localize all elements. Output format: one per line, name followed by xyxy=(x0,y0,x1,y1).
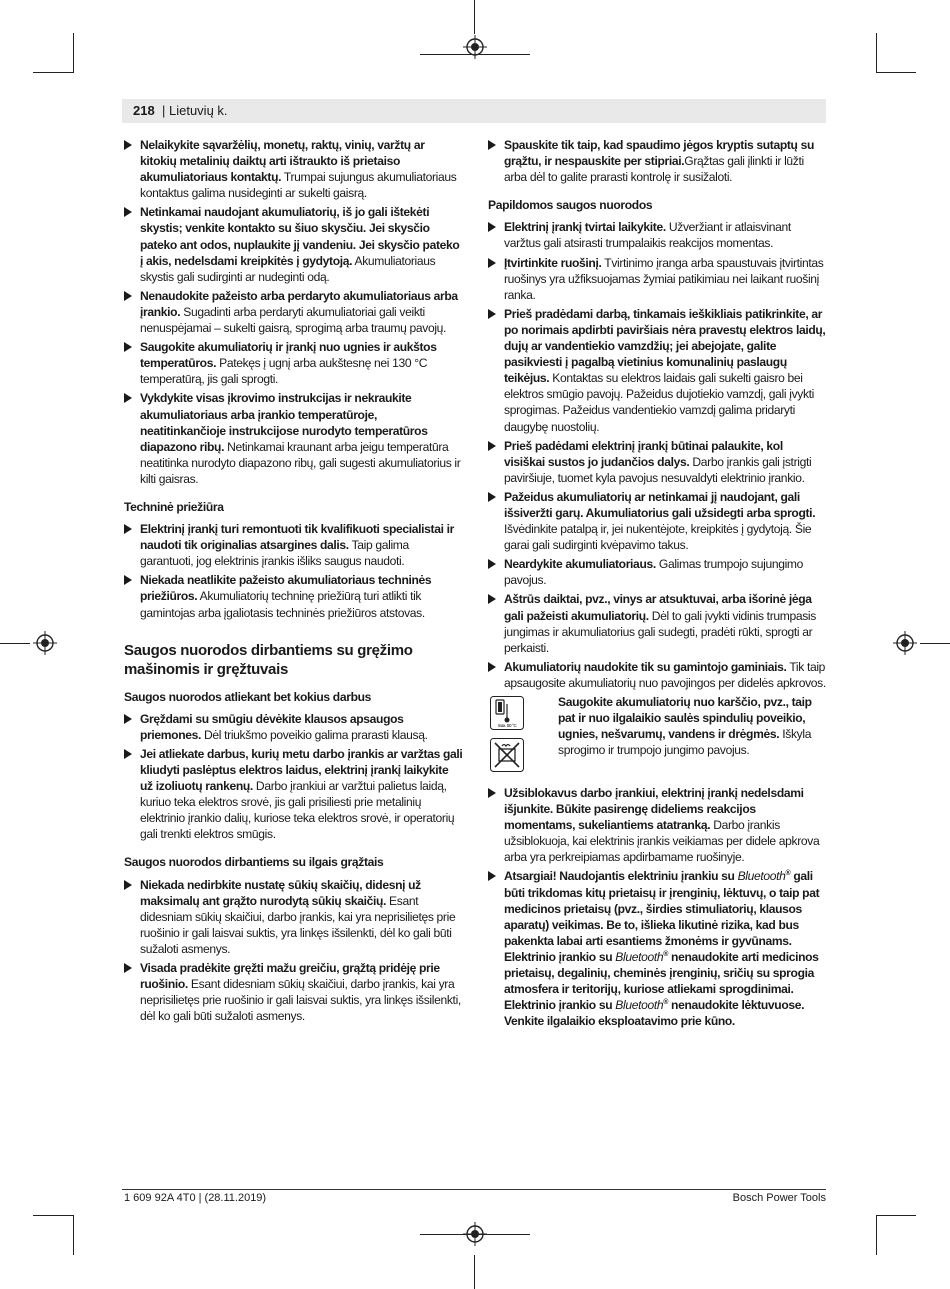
list-item: Neardykite akumuliatoriaus. Galimas trumpojo sujungimo pavojus. xyxy=(488,556,826,588)
max-temperature-icon xyxy=(490,696,524,730)
list-item: Elektrinį įrankį turi remontuoti tik kvalifikuoti specialistai ir naudoti tik originalias atsargines dalis. Taip galima garantuoti, jog elektrinis įrankis išliks saugus naudoti. xyxy=(124,521,464,569)
registration-mark-icon xyxy=(463,35,487,59)
bullet-arrow-icon xyxy=(124,963,132,973)
list-item: Vykdykite visas įkrovimo instrukcijas ir nekraukite akumuliatoriaus arba įrankio temperatūroje, neatitinkančioje instrukcijose nurodyto temperatūros diapazono ribų. Netinkamai kraunant arba jeigu temperatūra neatitinka nurodyto diapazono ribų, gali sugesti akumuliatorius ir kilti gaisras. xyxy=(124,390,464,487)
bullet-arrow-icon xyxy=(488,258,496,268)
brand-footer: Bosch Power Tools xyxy=(732,1192,826,1204)
crop-mark xyxy=(474,0,475,34)
bullet-arrow-icon xyxy=(488,788,496,798)
list-item: Niekada neatlikite pažeisto akumuliatoriaus techninės priežiūros. Akumuliatorių techninę priežiūrą turi atlikti tik gamintojas arba įgaliotasis techninės priežiūros atstovas. xyxy=(124,572,464,620)
bullet-arrow-icon xyxy=(488,662,496,672)
list-item: Gręždami su smūgiu dėvėkite klausos apsaugos priemones. Dėl triukšmo poveikio galima prarasti klausą. xyxy=(124,711,464,743)
bullet-arrow-icon xyxy=(488,871,496,881)
page-number: 218 xyxy=(133,103,155,118)
bullet-arrow-icon xyxy=(124,291,132,301)
bullet-arrow-icon xyxy=(124,342,132,352)
list-item: Prieš pradėdami darbą, tinkamais ieškikliais patikrinkite, ar po norimais apdirbti paviršiais nėra pravestų elektros laidų, dujų ar vandentiekio vamzdžių; jei abejojate, galite pasikviesti į pagalbą vietinius komunalinių paslaugų teikėjus. Kontaktas su elektros laidais gali sukelti gaisro bei elektros smūgio pavojų. Pažeidus dujotiekio vamzdį, gali įvykti sprogimas. Pažeidus vandentiekio vamzdį galima pridaryti daugybę nuostolių. xyxy=(488,306,826,435)
bullet-arrow-icon xyxy=(124,140,132,150)
bullet-arrow-icon xyxy=(488,559,496,569)
list-item: Spauskite tik taip, kad spaudimo jėgos kryptis sutaptų su grąžtu, ir nespauskite per stipriai.Grąžtas gali įlinkti ir lūžti arba dėl to galite prarasti kontrolę ir susižaloti. xyxy=(488,137,826,185)
list-item: Aštrūs daiktai, pvz., vinys ar atsuktuvai, arba išorinė jėga gali pažeisti akumuliatorių. Dėl to gali įvykti vidinis trumpasis jungimas ir akumuliatorius gali sudegti, pradėti rūkti, sprogti ar perkaisti. xyxy=(488,591,826,655)
section-heading: Papildomos saugos nuorodos xyxy=(488,198,653,213)
document-number: 1 609 92A 4T0 | (28.11.2019) xyxy=(124,1192,267,1204)
list-item: Nelaikykite sąvaržėlių, monetų, raktų, vinių, varžtų ar kitokių metalinių daiktų arti ištraukto iš prietaiso akumuliatoriaus kontaktų. Trumpai sujungus akumuliatoriaus kontaktus galima nusideginti ar sukelti gaisrą. xyxy=(124,137,464,201)
section-heading: Techninė priežiūra xyxy=(124,499,224,514)
bullet-arrow-icon xyxy=(124,575,132,585)
heat-warning-box: max. 50 °C Saugokite akumuliatorių nuo karščio, pvz., taip pat ir nuo ilgalaikio saulės spindulių poveikio, ugnies, nešvarumų, vandens ir drėgmės. Iškyla sprogimo ir trumpojo jungimo pavojus. xyxy=(488,694,826,780)
list-item: Niekada nedirbkite nustatę sūkių skaičių, didesnį už maksimalų ant grąžto nurodytą sūkių skaičių. Esant didesniam sūkių skaičiui, darbo įrankis, kai yra neprisilietęs prie ruošinio ir gali laisvai suktis, yra linkęs išsilenkti, dėl ko gali būti sužaloti asmenys. xyxy=(124,877,464,957)
crop-mark xyxy=(73,1215,74,1255)
bullet-arrow-icon xyxy=(124,524,132,534)
language-label: | Lietuvių k. xyxy=(162,103,228,118)
list-item: Įtvirtinkite ruošinį. Tvirtinimo įranga arba spaustuvais įtvirtintas ruošinys yra užfiksuojamas žymiai patikimiau nei laikant ruošinį ranka. xyxy=(488,255,826,303)
section-heading: Saugos nuorodos dirbantiems su ilgais grąžtais xyxy=(124,855,384,870)
list-item: Prieš padėdami elektrinį įrankį būtinai palaukite, kol visiškai sustos jo judančios dalys. Darbo įrankis gali įstrigti paviršiuje, tuomet kyla pavojus nesuvaldyti elektrinio įrankio. xyxy=(488,438,826,486)
list-item: Netinkamai naudojant akumuliatorių, iš jo gali ištekėti skystis; venkite kontakto su šiuo skysčiu. Jei skysčio pateko ant odos, nuplaukite jį vandeniu. Jei skysčio pateko į akis, nedelsdami kreipkitės į gydytoją. Akumuliatoriaus skystis gali sudirginti ar nudeginti odą. xyxy=(124,204,464,284)
crop-mark xyxy=(73,33,74,73)
left-column xyxy=(124,137,464,1027)
registration-mark-icon xyxy=(893,631,917,655)
section-heading: Saugos nuorodos atliekant bet kokius darbus xyxy=(124,689,372,704)
bullet-arrow-icon xyxy=(488,140,496,150)
crop-mark xyxy=(474,1255,475,1289)
bullet-arrow-icon xyxy=(124,714,132,724)
list-item: Akumuliatorių naudokite tik su gamintojo gaminiais. Tik taip apsaugosite akumuliatorių nuo pavojingos per didelės apkrovos. xyxy=(488,659,826,691)
crop-mark xyxy=(33,72,73,73)
bullet-arrow-icon xyxy=(488,441,496,451)
crop-mark xyxy=(0,643,30,644)
list-item: Nenaudokite pažeisto arba perdaryto akumuliatoriaus arba įrankio. Sugadinti arba perdaryti akumuliatoriai gali veikti nenuspėjamai – sukelti gaisrą, sprogimą arba traumų pavojų. xyxy=(124,288,464,336)
crop-mark xyxy=(876,1215,916,1216)
page-header xyxy=(122,99,826,123)
bullet-arrow-icon xyxy=(124,749,132,759)
bullet-arrow-icon xyxy=(488,309,496,319)
right-column xyxy=(488,137,826,1032)
bullet-arrow-icon xyxy=(488,492,496,502)
bullet-arrow-icon xyxy=(124,207,132,217)
section-title: Saugos nuorodos dirbantiems su gręžimo mašinomis ir gręžtuvais xyxy=(124,641,413,678)
list-item: Pažeidus akumuliatorių ar netinkamai jį naudojant, gali išsiveržti garų. Akumuliatorius gali užsidegti arba sprogti. Išvėdinkite patalpą ir, jei nukentėjote, kreipkitės į gydytoją. Šie garai gali sudirginti kvėpavimo takus. xyxy=(488,489,826,553)
bullet-arrow-icon xyxy=(124,393,132,403)
crop-mark xyxy=(920,643,950,644)
svg-text:max. 50 °C: max. 50 °C xyxy=(497,723,517,728)
crop-mark xyxy=(33,1215,73,1216)
bullet-arrow-icon xyxy=(488,594,496,604)
registration-mark-icon xyxy=(463,1222,487,1246)
footer-divider xyxy=(122,1189,826,1190)
crop-mark xyxy=(876,33,877,73)
list-item: Užsiblokavus darbo įrankiui, elektrinį įrankį nedelsdami išjunkite. Būkite pasirengę dideliems reakcijos momentams, sukeliantiems atatranką. Darbo įrankis užsiblokuoja, kai elektrinis įrankis veikiamas per didele apkrova arba yra perkreipiamas apdirbamame ruošinyje. xyxy=(488,785,826,865)
registration-mark-icon xyxy=(33,631,57,655)
bluetooth-warning: Atsargiai! Naudojantis elektriniu įrankiu su Bluetooth® gali būti trikdomas kitų prietaisų ir įrenginių, lėktuvų, o taip pat medicinos prietaisų (pvz., širdies stimuliatorių, klausos aparatų) veikimas. Be to, išlieka likutinė rizika, kad bus pakenkta labai arti esantiems žmonėms ir gyvūnams. Elektrinio įrankio su Bluetooth® nenaudokite arti medicinos prietaisų, degalinių, cheminės įrenginių, sričių su sprogia atmosfera ir teritorijų, kuriose atliekami sprogdinimai. Elektrinio įrankio su Bluetooth® nenaudokite lėktuvuose. Venkite ilgalaikio eksploatavimo prie kūno. xyxy=(488,868,826,1029)
list-item: Elektrinį įrankį tvirtai laikykite. Užveržiant ir atlaisvinant varžtus gali atsirasti trumpalaikis reakcijos momentas. xyxy=(488,219,826,251)
no-fire-water-icon xyxy=(490,738,524,772)
crop-mark xyxy=(876,72,916,73)
bullet-arrow-icon xyxy=(124,880,132,890)
bullet-arrow-icon xyxy=(488,222,496,232)
list-item: Visada pradėkite gręžti mažu greičiu, grąžtą pridėję prie ruošinio. Esant didesniam sūkių skaičiui, darbo įrankis, kai yra neprisilietęs prie ruošinio ir gali laisvai suktis, yra linkęs išsilenkti, dėl ko gali būti sužaloti asmenys. xyxy=(124,960,464,1024)
crop-mark xyxy=(876,1215,877,1255)
list-item: Saugokite akumuliatorių ir įrankį nuo ugnies ir aukštos temperatūros. Patekęs į ugnį arba aukštesnę nei 130 °C temperatūrą, jis gali sprogti. xyxy=(124,339,464,387)
list-item: Jei atliekate darbus, kurių metu darbo įrankis ar varžtas gali kliudyti paslėptus elektros laidus, elektrinį įrankį laikykite už izoliuotų rankenų. Darbo įrankiui ar varžtui palietus laidą, kuriuo teka elektros srovė, jis gali prisiliesti prie metalinių elektrinio įrankio dalių, kuriose teka elektros srovė, ir operatorių gali trenkti elektros smūgis. xyxy=(124,746,464,843)
